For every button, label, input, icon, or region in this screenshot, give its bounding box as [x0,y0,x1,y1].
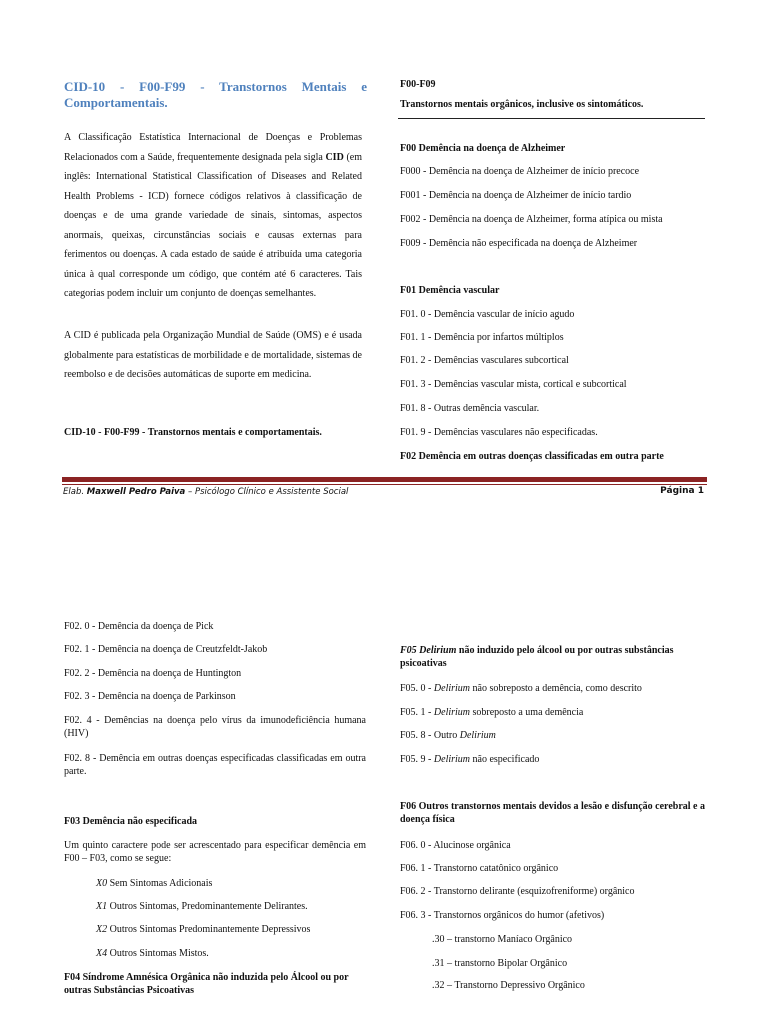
f03-option [96,947,209,960]
f06-subitem: .30 – transtorno Maníaco Orgânico [432,934,573,945]
option-code: X1 [96,901,108,912]
f06-item: F06. 1 - Transtorno catatônico orgânico [400,863,559,874]
intro-paragraph-2: A CID é publicada pela Organização Mundial de Saúde (OMS) e é usada globalmente para estatísticas de morbilidade e de mortalidade, sistemas de reembolso e de decisões automáticas de suporte em medicina. [64,330,362,380]
f05-rest: não induzido pelo álcool ou por outras substâncias psicoativas [400,645,674,669]
f05-item-post: não especificado [470,754,540,765]
f05-item-pre: F05. 9 - [400,754,434,765]
page-number: Página 1 [660,486,704,496]
f05-item-post: sobreposto a uma demência [470,707,584,718]
f00-heading: F00 Demência na doença de Alzheimer [400,143,566,154]
f01-heading: F01 Demência vascular [400,285,500,296]
f05-item-pre: F05. 0 - [400,683,434,694]
f05-item-post: não sobreposto a demência, como descrito [470,683,642,694]
section-divider [398,118,705,119]
option-code: X4 [96,948,108,959]
f01-item: F01. 0 - Demência vascular de início agudo [400,309,575,320]
f02-item: F02. 3 - Demência na doença de Parkinson [64,691,236,702]
option-text: Outros Sintomas Mistos. [107,948,209,959]
section-code: F00-F09 [400,79,436,90]
f02-item: F02. 0 - Demência da doença de Pick [64,621,214,632]
footer-bar [62,477,707,482]
f01-item: F01. 3 - Demências vascular mista, cortical e subcortical [400,379,627,390]
f06-item: F06. 0 - Alucinose orgânica [400,840,511,851]
f00-item: F002 - Demência na doença de Alzheimer, forma atípica ou mista [400,214,663,225]
f03-heading: F03 Demência não especificada [64,816,198,827]
footer-name: Maxwell Pedro Paiva [86,487,186,497]
intro-p1-pre: A Classificação Estatística Internacional de Doenças e Problemas Relacionados com a Saúde, frequentemente designada pela sigla [64,132,362,163]
f05-delirium: Delirium [419,645,457,656]
f02-item: F02. 8 - Demência em outras doenças especificadas classificadas em outra parte. [64,753,366,777]
f01-item: F01. 8 - Outras demência vascular. [400,403,540,414]
intro-paragraph-1 [64,128,362,304]
f01-item: F01. 9 - Demências vasculares não especificadas. [400,427,598,438]
intro-paragraph-3: CID-10 - F00-F99 - Transtornos mentais e comportamentais. [64,427,322,438]
f02-item: F02. 4 - Demências na doença pelo vírus da imunodeficiência humana (HIV) [64,715,366,739]
f03-text: Um quinto caractere pode ser acrescentado para especificar demência em F00 – F03, como se segue: [64,840,366,864]
f04-heading: F04 Síndrome Amnésica Orgânica não induzida pelo Álcool ou por outras Substâncias Psicoativas [64,972,349,996]
f00-item: F009 - Demência não especificada na doença de Alzheimer [400,238,638,249]
f06-item: F06. 2 - Transtorno delirante (esquizofreniforme) orgânico [400,886,635,897]
f05-heading [400,644,705,670]
f01-item: F01. 1 - Demência por infartos múltiplos [400,332,564,343]
option-code: X0 [96,878,108,889]
footer-role: – Psicólogo Clínico e Assistente Social [185,487,349,497]
f02-heading: F02 Demência em outras doenças classificadas em outra parte [400,451,664,462]
f06-subitem: .32 – Transtorno Depressivo Orgânico [432,980,585,991]
intro-p1-post: (em inglês: International Statistical Classification of Diseases and Related Health Problems - ICD) fornece códigos relativos à classificação de doenças e de uma grande variedade de sinais, sintomas, aspectos anormais, queixas, circunstâncias sociais e causas externas para ferimentos ou doenças. A cada estado de saúde é atribuída uma categoria única à qual corresponde um código, que contém até 6 caracteres. Tais categorias podem incluir um conjunto de doenças semelhantes. [64,151,363,299]
document-title: CID-10 - F00-F99 - Transtornos Mentais e Comportamentais. [64,79,367,110]
f05-item [400,729,496,742]
f05-item-em: Delirium [459,730,496,741]
f02-item: F02. 1 - Demência na doença de Creutzfeldt-Jakob [64,644,268,655]
f03-option [96,877,212,890]
f01-item: F01. 2 - Demências vasculares subcortical [400,355,569,366]
footer-elab: Elab. [63,487,87,497]
option-text: Outros Sintomas Predominantemente Depressivos [107,924,311,935]
option-code: X2 [96,924,108,935]
f02-item: F02. 2 - Demência na doença de Huntington [64,668,242,679]
f06-heading: F06 Outros transtornos mentais devidos a lesão e disfunção cerebral e a doença física [400,801,705,825]
intro-p1-bold: CID [325,151,344,163]
f00-item: F001 - Demência na doença de Alzheimer de início tardio [400,190,632,201]
f05-item-pre: F05. 1 - [400,707,434,718]
option-text: Sem Sintomas Adicionais [107,878,213,889]
f05-item [400,753,539,766]
f00-item: F000 - Demência na doença de Alzheimer de início precoce [400,166,640,177]
f05-item-em: Delirium [433,707,471,718]
f03-option [96,923,310,936]
f06-item: F06. 3 - Transtornos orgânicos do humor (afetivos) [400,910,605,921]
footer-author [63,487,348,497]
f05-item-pre: F05. 8 - Outro [400,730,460,741]
section-subtitle: Transtornos mentais orgânicos, inclusive os sintomáticos. [400,99,644,110]
f06-subitem: .31 – transtorno Bipolar Orgânico [432,958,568,969]
f05-item [400,682,642,695]
f05-item-em: Delirium [433,683,471,694]
footer-bar-thin [62,484,707,485]
option-text: Outros Sintomas, Predominantemente Delirantes. [107,901,308,912]
f03-option [96,900,308,913]
f05-item-em: Delirium [433,754,471,765]
f05-item [400,706,583,719]
f05-code: F05 [400,645,417,656]
